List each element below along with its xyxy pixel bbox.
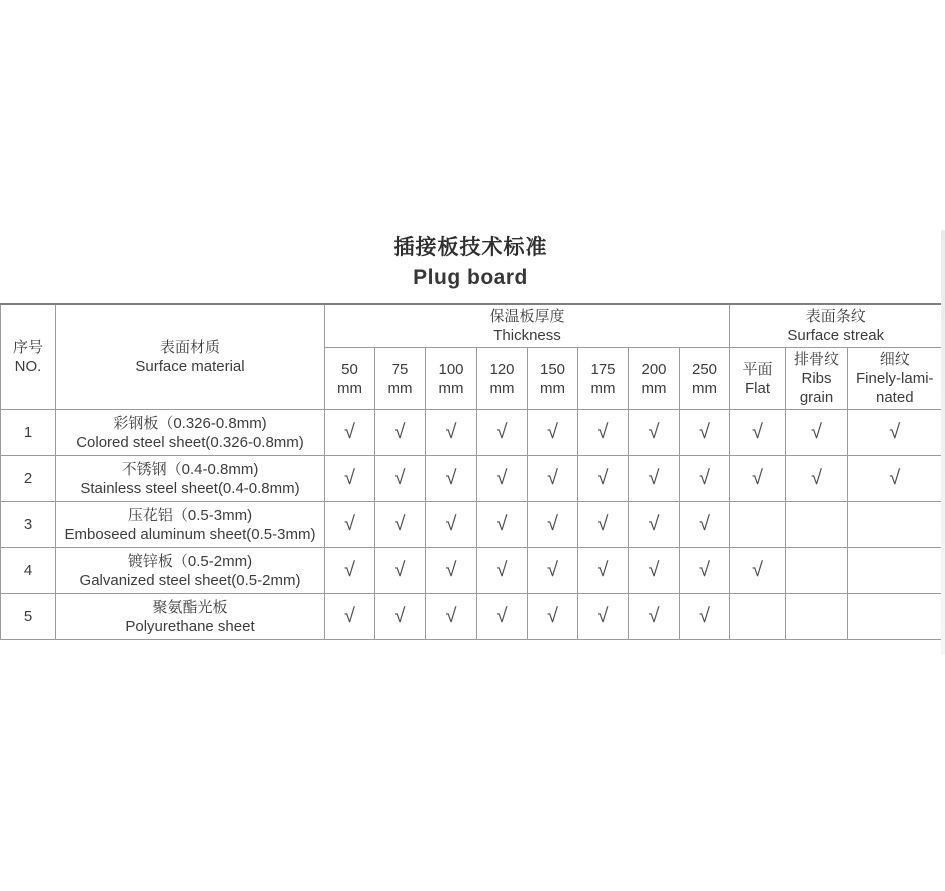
check-mark: √ xyxy=(648,512,660,535)
thickness-unit: mm xyxy=(641,379,667,397)
table-row xyxy=(1,594,942,640)
check-mark: √ xyxy=(394,420,406,443)
header-row-groups xyxy=(1,304,942,348)
check-cell-streak-2 xyxy=(848,456,942,502)
check-mark: √ xyxy=(344,604,355,627)
table-row xyxy=(1,456,942,502)
thickness-unit: mm xyxy=(590,379,616,397)
check-mark: √ xyxy=(547,420,558,443)
thickness-unit: mm xyxy=(387,379,413,397)
material-name-zh: 聚氨酯光板 xyxy=(152,598,228,616)
streak-label-zh: 细纹 xyxy=(879,351,910,368)
col-header-no-zh: 序号 xyxy=(12,339,43,356)
check-mark: √ xyxy=(547,604,558,627)
check-cell-thickness-250mm xyxy=(680,456,730,502)
col-group-thickness-en: Thickness xyxy=(493,327,561,344)
check-cell-thickness-120mm xyxy=(477,594,528,640)
material-name-en: Stainless steel sheet(0.4-0.8mm) xyxy=(80,479,300,497)
check-mark: √ xyxy=(496,604,508,627)
check-mark: √ xyxy=(445,558,457,581)
check-cell-thickness-150mm xyxy=(528,456,578,502)
check-mark: √ xyxy=(597,466,609,489)
empty-cell-streak-1 xyxy=(786,548,848,594)
col-header-streak-0 xyxy=(730,348,786,410)
check-cell-thickness-175mm xyxy=(578,594,629,640)
col-header-surface-material xyxy=(56,304,325,410)
streak-label-en: Flat xyxy=(745,379,771,397)
thickness-unit: mm xyxy=(438,379,464,397)
check-mark: √ xyxy=(547,512,558,535)
thickness-unit: mm xyxy=(692,379,717,397)
thickness-unit: mm xyxy=(337,379,362,397)
row-number: 1 xyxy=(1,410,56,456)
check-cell-thickness-50mm xyxy=(325,502,375,548)
check-cell-thickness-150mm xyxy=(528,548,578,594)
check-cell-thickness-100mm xyxy=(426,456,477,502)
streak-label-en: Finely-lami- xyxy=(856,370,934,387)
check-mark: √ xyxy=(648,558,660,581)
material-name-en: Colored steel sheet(0.326-0.8mm) xyxy=(76,433,304,451)
streak-label-zh: 平面 xyxy=(742,360,773,378)
check-mark: √ xyxy=(597,420,609,443)
col-header-no-en: NO. xyxy=(14,358,42,375)
streak-label-en: Ribs xyxy=(801,370,832,387)
check-cell-thickness-120mm xyxy=(477,456,528,502)
col-header-no xyxy=(1,304,56,410)
check-cell-thickness-175mm xyxy=(578,548,629,594)
check-cell-thickness-75mm xyxy=(375,548,426,594)
col-header-thickness-50mm xyxy=(325,348,375,410)
material-name-zh: 镀锌板（0.5-2mm) xyxy=(127,552,253,570)
check-mark: √ xyxy=(889,420,901,443)
check-cell-thickness-200mm xyxy=(629,502,680,548)
col-header-streak-1 xyxy=(786,348,848,410)
check-cell-thickness-175mm xyxy=(578,410,629,456)
col-header-thickness-250mm xyxy=(680,348,730,410)
col-header-surface-material-zh: 表面材质 xyxy=(159,339,220,356)
thickness-unit: mm xyxy=(489,379,515,397)
check-cell-thickness-50mm xyxy=(325,456,375,502)
col-header-thickness-100mm xyxy=(426,348,477,410)
check-cell-thickness-250mm xyxy=(680,410,730,456)
check-cell-streak-1 xyxy=(786,410,848,456)
thickness-value: 250 xyxy=(691,360,718,378)
check-mark: √ xyxy=(597,558,609,581)
col-header-surface-material-en: Surface material xyxy=(135,358,245,375)
row-number: 5 xyxy=(1,594,56,640)
check-mark: √ xyxy=(496,420,508,443)
check-cell-streak-2 xyxy=(848,410,942,456)
material-name-zh: 彩钢板（0.326-0.8mm) xyxy=(113,414,267,432)
check-mark: √ xyxy=(648,466,660,489)
col-header-thickness-120mm xyxy=(477,348,528,410)
empty-cell-streak-1 xyxy=(786,594,848,640)
check-mark: √ xyxy=(699,512,710,535)
check-mark: √ xyxy=(699,558,710,581)
thickness-unit: mm xyxy=(540,379,565,397)
check-mark: √ xyxy=(648,420,660,443)
check-cell-thickness-250mm xyxy=(680,548,730,594)
check-mark: √ xyxy=(394,604,406,627)
col-group-thickness xyxy=(325,304,730,348)
empty-cell-streak-2 xyxy=(848,594,942,640)
check-cell-thickness-50mm xyxy=(325,594,375,640)
page-title-en: Plug board xyxy=(413,266,528,289)
check-mark: √ xyxy=(445,420,457,443)
check-mark: √ xyxy=(699,604,710,627)
table-row xyxy=(1,410,942,456)
thickness-value: 100 xyxy=(438,360,464,378)
check-mark: √ xyxy=(811,466,822,489)
thickness-value: 200 xyxy=(641,360,667,378)
check-mark: √ xyxy=(445,466,457,489)
thickness-value: 120 xyxy=(489,360,515,378)
check-cell-thickness-150mm xyxy=(528,410,578,456)
check-cell-streak-0 xyxy=(730,548,786,594)
thickness-value: 175 xyxy=(590,360,616,378)
thickness-value: 50 xyxy=(341,360,358,378)
check-cell-thickness-200mm xyxy=(629,456,680,502)
material-cell xyxy=(56,502,325,548)
col-group-thickness-zh: 保温板厚度 xyxy=(489,308,565,325)
title-block xyxy=(0,0,941,291)
material-cell xyxy=(56,456,325,502)
empty-cell-streak-1 xyxy=(786,502,848,548)
material-name-zh: 不锈钢（0.4-0.8mm) xyxy=(121,460,259,478)
row-number: 4 xyxy=(1,548,56,594)
check-cell-thickness-100mm xyxy=(426,594,477,640)
col-header-thickness-150mm xyxy=(528,348,578,410)
col-group-surface-streak-zh: 表面条纹 xyxy=(805,308,866,325)
check-cell-thickness-75mm xyxy=(375,410,426,456)
check-mark: √ xyxy=(889,466,901,489)
check-cell-thickness-50mm xyxy=(325,410,375,456)
material-name-en: Emboseed aluminum sheet(0.5-3mm) xyxy=(64,525,316,543)
col-header-thickness-175mm xyxy=(578,348,629,410)
check-mark: √ xyxy=(394,466,406,489)
check-cell-thickness-100mm xyxy=(426,410,477,456)
streak-label-en: nated xyxy=(876,389,914,406)
check-mark: √ xyxy=(344,512,355,535)
check-mark: √ xyxy=(496,466,508,489)
row-number: 3 xyxy=(1,502,56,548)
material-cell xyxy=(56,594,325,640)
table-row xyxy=(1,502,942,548)
check-mark: √ xyxy=(445,604,457,627)
table-row xyxy=(1,548,942,594)
col-group-surface-streak xyxy=(730,304,942,348)
material-cell xyxy=(56,410,325,456)
scan-edge-strip xyxy=(941,230,945,655)
streak-label-en: grain xyxy=(799,389,834,406)
check-cell-thickness-175mm xyxy=(578,502,629,548)
empty-cell-streak-2 xyxy=(848,502,942,548)
check-cell-thickness-150mm xyxy=(528,594,578,640)
thickness-value: 150 xyxy=(539,360,566,378)
check-cell-thickness-200mm xyxy=(629,410,680,456)
check-cell-thickness-250mm xyxy=(680,502,730,548)
empty-cell-streak-0 xyxy=(730,502,786,548)
check-mark: √ xyxy=(752,558,763,581)
col-header-streak-2 xyxy=(848,348,942,410)
material-name-en: Galvanized steel sheet(0.5-2mm) xyxy=(79,571,301,589)
material-name-zh: 压花铝（0.5-3mm) xyxy=(127,506,253,524)
check-cell-thickness-75mm xyxy=(375,456,426,502)
check-cell-streak-0 xyxy=(730,410,786,456)
check-cell-thickness-100mm xyxy=(426,502,477,548)
check-mark: √ xyxy=(496,558,508,581)
check-mark: √ xyxy=(648,604,660,627)
check-cell-thickness-120mm xyxy=(477,502,528,548)
check-mark: √ xyxy=(811,420,822,443)
page-title-zh: 插接板技术标准 xyxy=(393,236,548,259)
check-cell-thickness-200mm xyxy=(629,594,680,640)
check-mark: √ xyxy=(752,466,763,489)
check-cell-streak-0 xyxy=(730,456,786,502)
check-mark: √ xyxy=(394,558,406,581)
check-cell-thickness-75mm xyxy=(375,502,426,548)
row-number: 2 xyxy=(1,456,56,502)
check-mark: √ xyxy=(752,420,763,443)
streak-label-zh: 排骨纹 xyxy=(794,351,840,368)
check-mark: √ xyxy=(344,420,355,443)
check-cell-streak-1 xyxy=(786,456,848,502)
check-mark: √ xyxy=(699,420,710,443)
check-mark: √ xyxy=(597,512,609,535)
check-cell-thickness-175mm xyxy=(578,456,629,502)
check-mark: √ xyxy=(699,466,710,489)
check-mark: √ xyxy=(547,466,558,489)
plug-board-spec-table xyxy=(0,303,942,640)
check-mark: √ xyxy=(547,558,558,581)
check-cell-thickness-120mm xyxy=(477,548,528,594)
check-mark: √ xyxy=(344,558,355,581)
check-cell-thickness-200mm xyxy=(629,548,680,594)
check-mark: √ xyxy=(344,466,355,489)
col-header-thickness-75mm xyxy=(375,348,426,410)
check-cell-thickness-250mm xyxy=(680,594,730,640)
thickness-value: 75 xyxy=(391,360,409,378)
empty-cell-streak-0 xyxy=(730,594,786,640)
material-cell xyxy=(56,548,325,594)
check-mark: √ xyxy=(597,604,609,627)
col-group-surface-streak-en: Surface streak xyxy=(787,327,885,344)
check-mark: √ xyxy=(394,512,406,535)
material-name-en: Polyurethane sheet xyxy=(125,617,255,635)
check-cell-thickness-75mm xyxy=(375,594,426,640)
check-cell-thickness-120mm xyxy=(477,410,528,456)
col-header-thickness-200mm xyxy=(629,348,680,410)
check-cell-thickness-100mm xyxy=(426,548,477,594)
check-mark: √ xyxy=(445,512,457,535)
empty-cell-streak-2 xyxy=(848,548,942,594)
check-mark: √ xyxy=(496,512,508,535)
check-cell-thickness-50mm xyxy=(325,548,375,594)
check-cell-thickness-150mm xyxy=(528,502,578,548)
